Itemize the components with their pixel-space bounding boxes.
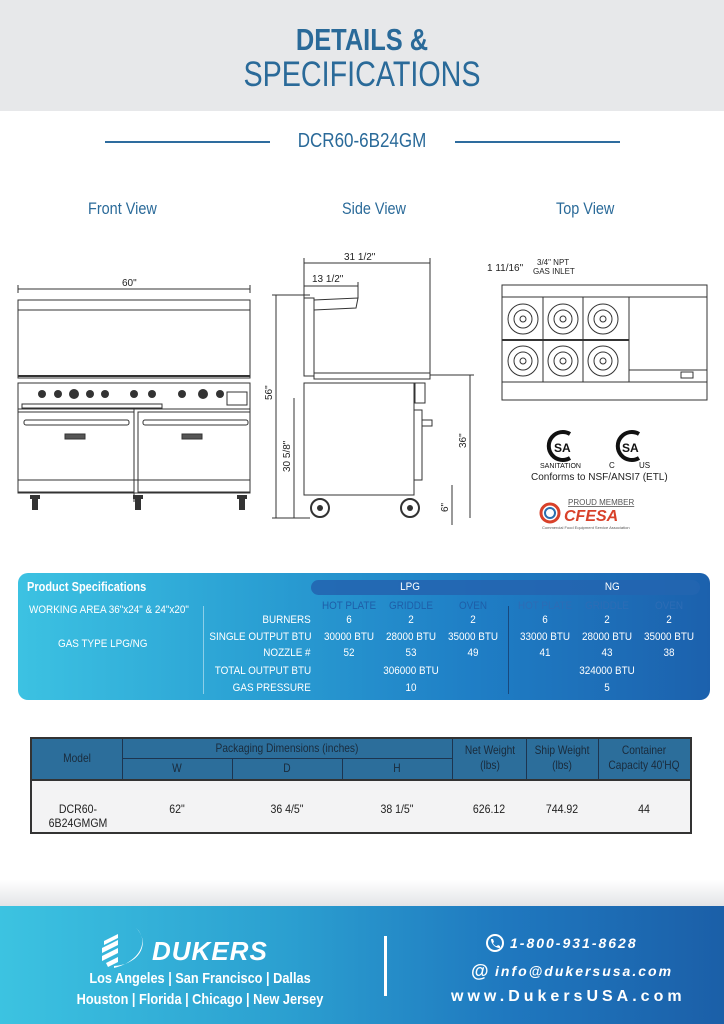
ng-burners-griddle: 2 — [604, 614, 610, 626]
footer-divider — [384, 936, 387, 996]
cell-container: 44 — [638, 802, 650, 816]
front-view-label: Front View — [88, 199, 157, 218]
lpg-nozzle-oven: 49 — [467, 647, 479, 659]
product-specifications-panel — [18, 573, 710, 700]
lpg-total-btu: 306000 BTU — [383, 665, 439, 677]
svg-text:US: US — [639, 461, 651, 470]
product-specifications-title: Product Specifications — [27, 580, 147, 594]
svg-text:PROUD MEMBER: PROUD MEMBER — [568, 498, 635, 507]
row-label-burners: BURNERS — [262, 614, 311, 626]
phone-icon — [485, 933, 505, 953]
csa-sanitation-icon — [540, 428, 590, 472]
packaging-table — [30, 737, 692, 834]
top-inlet-label-1: 3/4" NPT — [537, 258, 570, 267]
svg-text:CFESA: CFESA — [564, 508, 619, 525]
gas-type: GAS TYPE LPG/NG — [58, 638, 148, 650]
cell-net-weight: 626.12 — [472, 802, 506, 816]
gas-type-header-bar — [311, 580, 700, 595]
svg-text:SA: SA — [554, 441, 571, 455]
lpg-nozzle-hot-plate: 52 — [343, 647, 355, 659]
ng-total-btu: 324000 BTU — [579, 665, 635, 677]
lpg-btu-hot-plate: 30000 BTU — [323, 631, 375, 643]
cities-line-2: Houston | Florida | Chicago | New Jersey — [76, 991, 324, 1008]
header-model: Model — [63, 751, 91, 765]
lpg-burners-griddle: 2 — [408, 614, 414, 626]
side-height-dim: 56" — [264, 385, 275, 400]
ng-col-griddle: GRIDDLE — [584, 600, 630, 612]
phone-number[interactable]: 1-800-931-8628 — [510, 935, 638, 951]
working-area: WORKING AREA 36"x24" & 24"x20" — [29, 604, 189, 616]
ng-btu-hot-plate: 33000 BTU — [519, 631, 571, 643]
svg-text:SA: SA — [622, 441, 639, 455]
top-inlet-offset-dim: 1 11/16" — [487, 263, 524, 274]
row-label-nozzle: NOZZLE # — [263, 647, 311, 659]
page-header — [0, 0, 724, 111]
row-label-single-output: SINGLE OUTPUT BTU — [208, 631, 311, 643]
side-view-drawing — [260, 240, 480, 530]
lpg-btu-griddle: 28000 BTU — [385, 631, 437, 643]
header-container: Container Capacity 40'HQ — [608, 743, 680, 772]
lpg-burners-hot-plate: 6 — [346, 614, 352, 626]
side-oven-height-dim: 30 5/8" — [282, 440, 293, 472]
top-inlet-label-2: GAS INLET — [533, 267, 575, 276]
model-rule-right — [455, 141, 620, 143]
footer-shade — [0, 880, 724, 906]
ng-burners-oven: 2 — [666, 614, 672, 626]
divider — [203, 606, 204, 694]
front-width-dim: 60" — [122, 278, 137, 289]
lpg-col-oven: OVEN — [458, 600, 488, 612]
conforms-text: Conforms to NSF/ANSI7 (ETL) — [531, 472, 668, 483]
header-packaging: Packaging Dimensions (inches) — [215, 741, 359, 755]
ng-btu-oven: 35000 BTU — [643, 631, 695, 643]
dukers-logo — [100, 926, 285, 970]
cities-line-1: Los Angeles | San Francisco | Dallas — [89, 970, 311, 987]
lpg-btu-oven: 35000 BTU — [447, 631, 499, 643]
lpg-nozzle-griddle: 53 — [405, 647, 417, 659]
row-label-gas-pressure: GAS PRESSURE — [232, 682, 311, 694]
cell-ship-weight: 744.92 — [545, 802, 579, 816]
footer — [0, 906, 724, 1024]
lpg-col-hot-plate: HOT PLATE — [321, 600, 377, 612]
header-ship-weight: Ship Weight (lbs) — [534, 743, 590, 772]
svg-text:SANITATION: SANITATION — [540, 463, 581, 470]
title-line-2: SPECIFICATIONS — [243, 55, 481, 94]
cell-h: 38 1/5" — [380, 802, 414, 816]
svg-text:Commercial Food Equipment Serv: Commercial Food Equipment Service Association — [542, 525, 630, 530]
lpg-header: LPG — [400, 581, 420, 593]
ng-col-oven: OVEN — [654, 600, 684, 612]
top-view-drawing — [485, 255, 720, 405]
svg-text:C: C — [609, 461, 615, 470]
model-title: DCR60-6B24GM — [297, 130, 427, 152]
ng-gas-pressure: 5 — [604, 682, 610, 694]
lpg-burners-oven: 2 — [470, 614, 476, 626]
cell-d: 36 4/5" — [270, 802, 304, 816]
cell-model: DCR60-6B24GMGM — [48, 802, 108, 830]
header-net-weight: Net Weight (lbs) — [464, 743, 516, 772]
header-d: D — [283, 761, 291, 775]
ng-col-hot-plate: HOT PLATE — [517, 600, 573, 612]
ng-burners-hot-plate: 6 — [542, 614, 548, 626]
top-view-label: Top View — [556, 199, 615, 218]
ng-nozzle-hot-plate: 41 — [539, 647, 551, 659]
group-divider — [508, 606, 509, 694]
side-leg-dim: 6" — [440, 502, 451, 512]
lpg-gas-pressure: 10 — [405, 682, 417, 694]
svg-text:DUKERS: DUKERS — [152, 936, 268, 966]
front-view-drawing — [10, 270, 260, 525]
title-line-1: DETAILS & — [295, 22, 429, 57]
website-link[interactable]: www.DukersUSA.com — [451, 988, 686, 1005]
side-work-height-dim: 36" — [458, 433, 469, 448]
side-view-label: Side View — [342, 199, 407, 218]
side-depth-dim: 31 1/2" — [344, 252, 376, 263]
row-label-total-output: TOTAL OUTPUT BTU — [214, 665, 311, 677]
lpg-col-griddle: GRIDDLE — [388, 600, 434, 612]
ng-header: NG — [604, 581, 620, 593]
cfesa-logo — [538, 496, 658, 530]
ng-nozzle-griddle: 43 — [601, 647, 613, 659]
header-w: W — [172, 761, 182, 775]
header-h: H — [393, 761, 401, 775]
email-address[interactable]: info@dukersusa.com — [495, 963, 674, 979]
cell-w: 62" — [169, 802, 185, 816]
ng-btu-griddle: 28000 BTU — [581, 631, 633, 643]
csa-cus-icon — [607, 428, 657, 472]
svg-text:@: @ — [471, 961, 489, 981]
ng-nozzle-oven: 38 — [663, 647, 675, 659]
email-icon — [470, 961, 490, 981]
side-shelf-dim: 13 1/2" — [312, 274, 344, 285]
